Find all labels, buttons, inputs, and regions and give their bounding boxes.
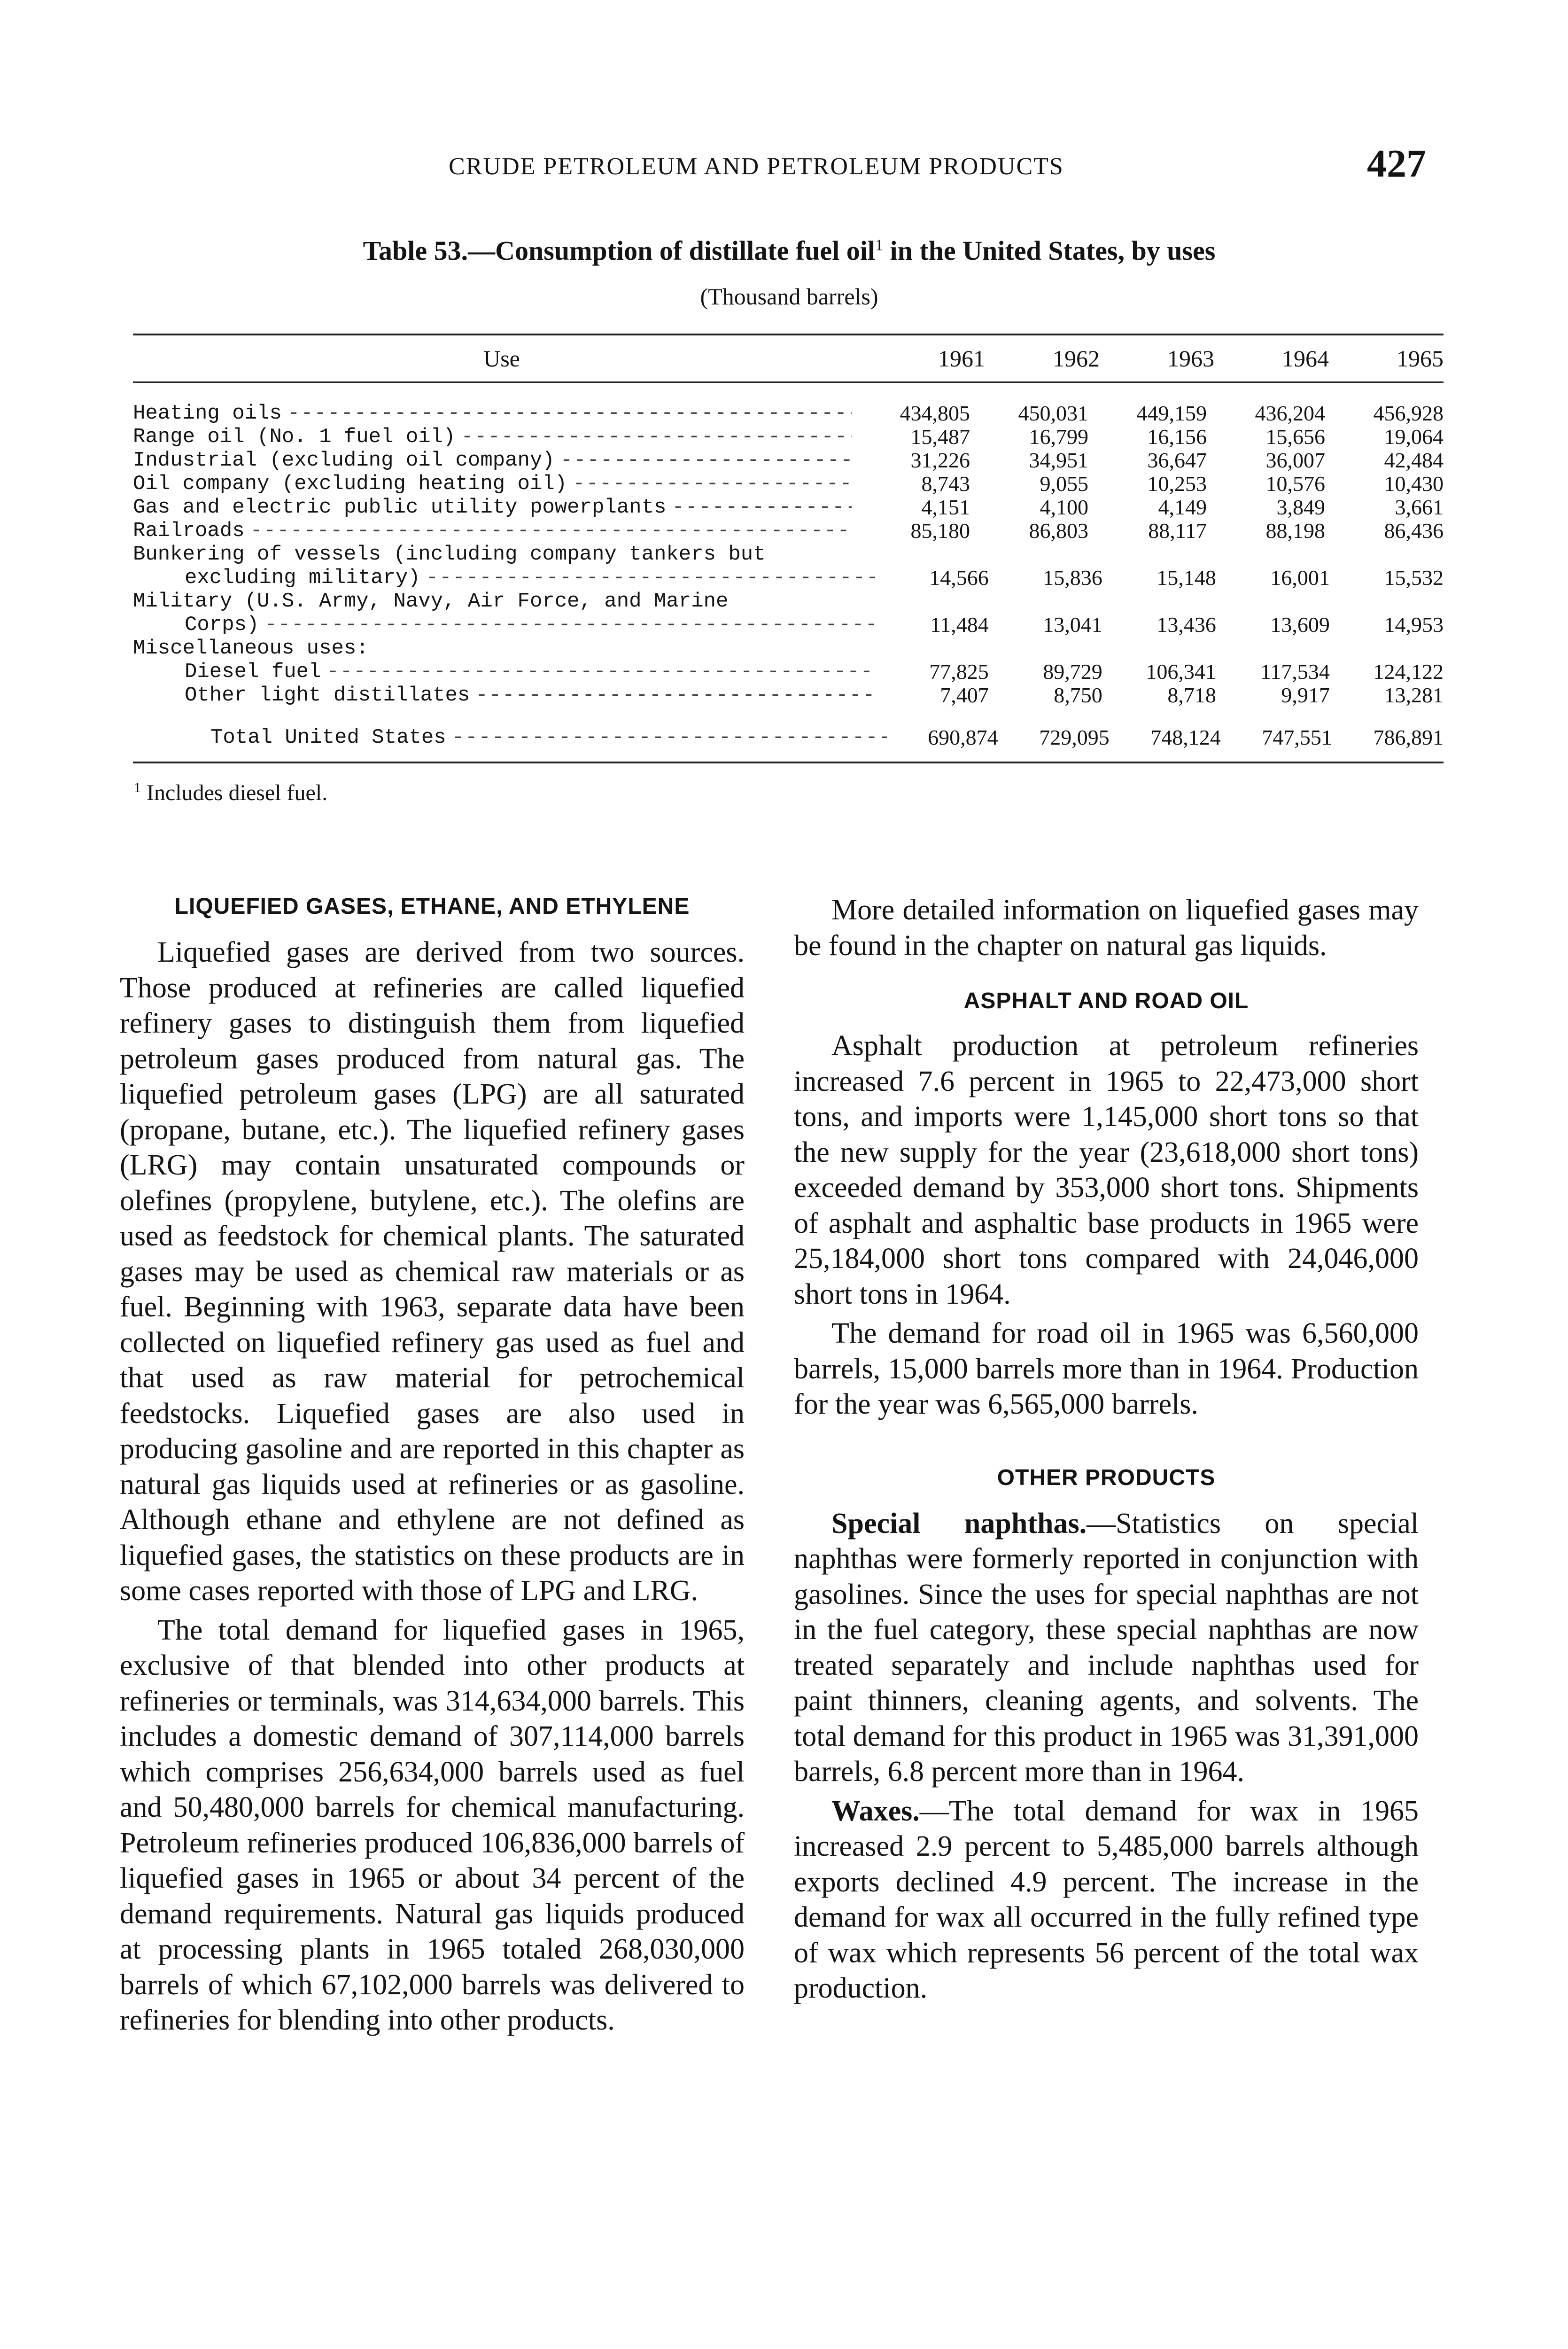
table-row [133, 519, 1444, 543]
column-header-1964: 1964 [1282, 345, 1329, 372]
column-header-use: Use [483, 345, 520, 372]
runin-heading: Special naphthas. [831, 1507, 1087, 1540]
cell-value: 106,341 [1146, 660, 1216, 684]
row-label: Other light distillates [185, 684, 470, 707]
cell-value: 14,566 [929, 566, 989, 590]
runin-heading: Waxes. [831, 1795, 920, 1827]
row-label: Oil company (excluding heating oil) [133, 472, 567, 496]
cell-value: 86,436 [1384, 519, 1444, 543]
cell-value: 456,928 [1373, 401, 1444, 425]
table-row [133, 566, 1444, 590]
row-label: Total United States [210, 726, 446, 749]
cell-value: 3,661 [1395, 495, 1444, 519]
cell-value: 15,836 [1043, 566, 1102, 590]
paragraph-waxes [794, 1794, 1419, 2007]
paragraph-text: —The total demand for wax in 1965 increased 2.9 percent to 5,485,000 barrels although exports declined 4.9 percent. The increase in the demand for wax all occurred in the fully refined type of wax which represents 56 percent of the total wax production. [794, 1795, 1419, 2004]
paragraph-special-naphthas [794, 1506, 1419, 1790]
cell-value: 88,117 [1148, 519, 1207, 543]
cell-value: 4,151 [921, 495, 970, 519]
paragraph-text: —Statistics on special naphthas were formerly reported in conjunction with gasolines. Since the uses for special naphthas are not in the fuel category, these special naphthas are now treated separately and include naphthas used for paint thinners, cleaning agents, and solvents. The total demand for this product in 1965 was 31,391,000 barrels, 6.8 percent more than in 1964. [794, 1507, 1419, 1788]
page-number: 427 [1367, 142, 1426, 186]
cell-value: 15,487 [910, 425, 970, 449]
cell-value: 13,609 [1270, 613, 1330, 637]
cell-value: 690,874 [928, 725, 998, 749]
consumption-table [133, 334, 1444, 763]
cell-value: 10,576 [1265, 472, 1325, 496]
row-label: Range oil (No. 1 fuel oil) [133, 425, 456, 449]
paragraph: Asphalt production at petroleum refineries increased 7.6 percent in 1965 to 22,473,000 short tons, and imports were 1,145,000 short tons so that the new supply for the year (23,618,000 short tons) exceeded demand by 353,000 short tons. Shipments of asphalt and asphaltic base products in 1965 were 25,184,000 short tons compared with 24,046,000 short tons in 1964. [794, 1030, 1419, 1310]
cell-value: 42,484 [1384, 448, 1444, 472]
table-row [133, 660, 1444, 684]
cell-value: 9,917 [1281, 683, 1330, 707]
cell-value: 449,159 [1136, 401, 1207, 425]
cell-value: 13,281 [1384, 683, 1444, 707]
table-header-row [133, 335, 1444, 381]
cell-value: 747,551 [1262, 725, 1332, 749]
cell-value: 748,124 [1150, 725, 1221, 749]
cell-value: 15,656 [1265, 425, 1325, 449]
cell-value: 36,007 [1265, 448, 1325, 472]
cell-value: 77,825 [929, 660, 989, 684]
cell-value: 450,031 [1018, 401, 1088, 425]
row-label: Bunkering of vessels (including company tankers but [133, 543, 766, 566]
section-heading-liquefied-gases: LIQUEFIED GASES, ETHANE, AND ETHYLENE [174, 894, 690, 919]
section-heading-asphalt: ASPHALT AND ROAD OIL [963, 988, 1249, 1013]
footnote-text: Includes diesel fuel. [147, 780, 328, 805]
row-label: Miscellaneous uses: [133, 637, 369, 660]
cell-value: 8,718 [1167, 683, 1216, 707]
table-body [133, 383, 1444, 762]
column-header-1965: 1965 [1397, 345, 1444, 372]
table-row [133, 425, 1444, 449]
table-title-suffix: in the United States, by uses [890, 235, 1216, 266]
table-row [133, 496, 1444, 519]
cell-value: 16,156 [1147, 425, 1207, 449]
row-label: Diesel fuel [185, 660, 321, 684]
table-title-text: Table 53.—Consumption of distillate fuel oil [363, 235, 875, 266]
table-row [133, 637, 1444, 660]
cell-value: 16,001 [1270, 566, 1330, 590]
cell-value: 436,204 [1255, 401, 1325, 425]
row-label: Heating oils [133, 402, 282, 425]
cell-value: 7,407 [940, 683, 989, 707]
cell-value: 15,532 [1384, 566, 1444, 590]
column-header-1963: 1963 [1167, 345, 1214, 372]
cell-value: 10,430 [1384, 472, 1444, 496]
paragraph: Liquefied gases are derived from two sources. Those produced at refineries are called liquefied refinery gases to distinguish them from liquefied petroleum gases produced from natural gas. The liquefied petroleum gases (LPG) are all saturated (propane, butane, etc.). The liquefied refinery gases (LRG) may contain unsaturated compounds or olefines (propylene, butylene, etc.). The olefins are used as feedstock for chemical plants. The saturated gases may be used as chemical raw materials or as fuel. Beginning with 1963, separate data have been collected on liquefied refinery gas used as fuel and that used as raw material for petrochemical feedstocks. Liquefied gases are also used in producing gasoline and are reported in this chapter as natural gas liquids used at refineries or as gasoline. Although ethane and ethylene are not defined as liquefied gases, the statistics on these products are in some cases reported with those of LPG and LRG. [120, 936, 745, 1607]
table-bottom-rule [133, 762, 1444, 763]
table-total-row [133, 726, 1444, 749]
cell-value: 10,253 [1147, 472, 1207, 496]
cell-value: 11,484 [930, 613, 989, 637]
cell-value: 15,148 [1157, 566, 1216, 590]
table-row [133, 543, 1444, 566]
cell-value: 31,226 [910, 448, 970, 472]
cell-value: 14,953 [1384, 613, 1444, 637]
row-label: Gas and electric public utility powerplants [133, 496, 667, 519]
cell-value: 34,951 [1029, 448, 1088, 472]
table-row [133, 590, 1444, 613]
cell-value: 3,849 [1276, 495, 1325, 519]
table-title-footnote-marker: 1 [875, 236, 883, 254]
row-label: excluding military) [185, 566, 420, 590]
cell-value: 9,055 [1040, 472, 1088, 496]
column-header-1962: 1962 [1053, 345, 1100, 372]
cell-value: 124,122 [1373, 660, 1444, 684]
paragraph: The demand for road oil in 1965 was 6,560,000 barrels, 15,000 barrels more than in 1964. Production for the year was 6,565,000 barrels. [794, 1317, 1419, 1420]
running-header: CRUDE PETROLEUM AND PETROLEUM PRODUCTS [449, 153, 1064, 180]
cell-value: 434,805 [900, 401, 970, 425]
cell-value: 19,064 [1384, 425, 1444, 449]
cell-value: 36,647 [1147, 448, 1207, 472]
table-row [133, 449, 1444, 472]
table-footnote [134, 780, 327, 806]
cell-value: 8,743 [921, 472, 970, 496]
cell-value: 117,534 [1260, 660, 1330, 684]
row-label: Railroads [133, 519, 245, 543]
cell-value: 85,180 [910, 519, 970, 543]
row-label: Industrial (excluding oil company) [133, 449, 555, 472]
cell-value: 13,436 [1157, 613, 1216, 637]
row-label: Military (U.S. Army, Navy, Air Force, and Marine [133, 590, 729, 613]
column-header-1961: 1961 [938, 345, 985, 372]
right-column [794, 893, 1419, 2007]
section-heading-other-products: OTHER PRODUCTS [997, 1465, 1216, 1490]
paragraph: More detailed information on liquefied gases may be found in the chapter on natural gas liquids. [794, 894, 1419, 962]
paragraph: The total demand for liquefied gases in 1965, exclusive of that blended into other products at refineries or terminals, was 314,634,000 barrels. This includes a domestic demand of 307,114,000 barrels which comprises 256,634,000 barrels used as fuel and 50,480,000 barrels for chemical manufacturing. Petroleum refineries produced 106,836,000 barrels of liquefied gases in 1965 or about 34 percent of the demand requirements. Natural gas liquids produced at processing plants in 1965 totaled 268,030,000 barrels of which 67,102,000 barrels was delivered to refineries for blending into other products. [120, 1614, 745, 2036]
footnote-marker: 1 [134, 780, 141, 795]
cell-value: 88,198 [1265, 519, 1325, 543]
table-row [133, 684, 1444, 707]
cell-value: 16,799 [1029, 425, 1088, 449]
cell-value: 89,729 [1043, 660, 1102, 684]
cell-value: 8,750 [1054, 683, 1102, 707]
cell-value: 86,803 [1029, 519, 1088, 543]
cell-value: 729,095 [1039, 725, 1110, 749]
table-subtitle: (Thousand barrels) [700, 283, 878, 310]
table-title [141, 235, 1437, 266]
table-row [133, 402, 1444, 425]
left-column [120, 893, 745, 2038]
table-row [133, 472, 1444, 496]
row-label: Corps) [185, 613, 259, 637]
cell-value: 4,149 [1158, 495, 1207, 519]
cell-value: 786,891 [1373, 725, 1444, 749]
cell-value: 4,100 [1040, 495, 1088, 519]
cell-value: 13,041 [1043, 613, 1102, 637]
table-row [133, 613, 1444, 637]
